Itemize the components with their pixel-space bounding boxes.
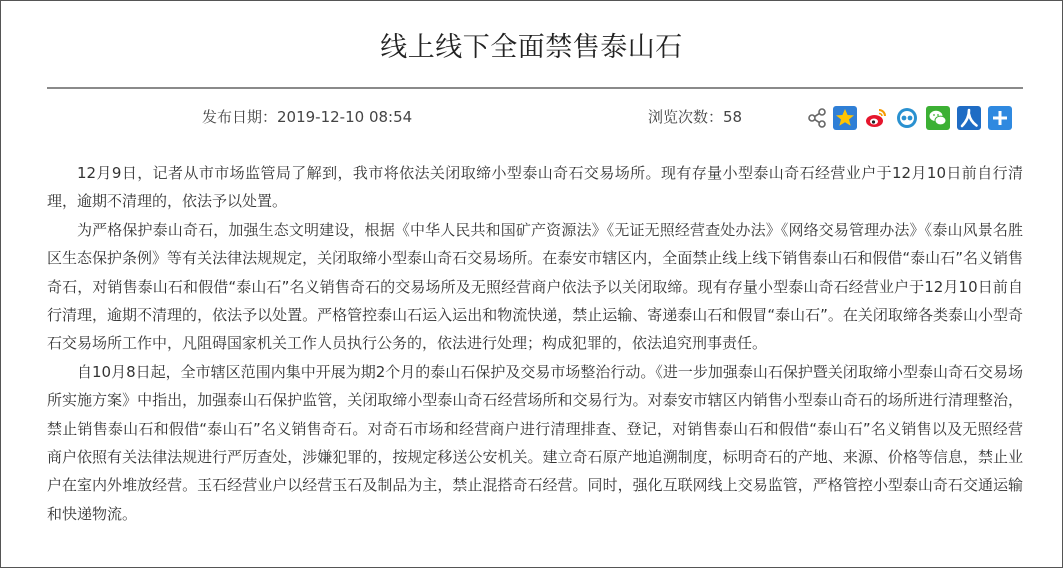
share-toolbar: [807, 105, 1019, 131]
article-paragraph: 12月9日，记者从市市场监管局了解到，我市将依法关闭取缔小型泰山奇石交易场所。现有存量小型泰山奇石经营业户于12月10日前自行清理，逾期不清理的，依法予以处置。: [47, 164, 1023, 211]
tencent-weibo-icon[interactable]: [895, 106, 919, 130]
article-paragraph: 自10月8日起，全市辖区范围内集中开展为期2个月的泰山石保护及交易市场整治行动。《进一步加强泰山石保护暨关闭取缔小型泰山奇石交易场所实施方案》中指出，加强泰山石保护监管，关闭取缔小型泰山奇石经营场所和交易行为。对泰安市辖区内销售小型泰山奇石的场所进行清理整治，禁止销售泰山石和假借“泰山石”名义销售奇石。对奇石市场和经营商户进行清理排查、登记，对销售泰山石和假借“泰山石”名义销售以及无照经营商户依照有关法律法规进行严厉查处，涉嫌犯罪的，按规定移送公安机关。建立奇石原产地追溯制度，标明奇石的产地、来源、价格等信息，禁止业户在室内外堆放经营。玉石经营业户以经营玉石及制品为主，禁止混搭奇石经营。同时，强化互联网线上交易监管，严格管控小型泰山奇石交通运输和快递物流。: [47, 362, 1023, 523]
article-paragraph: 为严格保护泰山奇石，加强生态文明建设，根据《中华人民共和国矿产资源法》《无证无照经营查处办法》《网络交易管理办法》《泰山风景名胜区生态保护条例》等有关法律法规规定，关闭取缔小型泰山奇石交易场所。在泰安市辖区内，全面禁止线上线下销售泰山石和假借“泰山石”名义销售奇石，对销售泰山石和假借“泰山石”名义销售奇石的交易场所及无照经营商户依法予以关闭取缔。现有存量小型泰山奇石经营业户于12月10日前自行清理，逾期不清理的，依法予以处置。严格管控泰山石运入运出和物流快递，禁止运输、寄递泰山石和假冒“泰山石”。在关闭取缔各类泰山小型奇石交易场所工作中，凡阻碍国家机关工作人员执行公务的，依法进行处理；构成犯罪的，依法追究刑事责任。: [47, 220, 1023, 353]
renren-icon[interactable]: [957, 106, 981, 130]
weibo-icon[interactable]: [864, 106, 888, 130]
wechat-icon[interactable]: [926, 106, 950, 130]
qzone-star-icon[interactable]: [833, 106, 857, 130]
article-body: [47, 159, 1023, 528]
title-divider: [47, 87, 1023, 89]
share-icon[interactable]: [807, 106, 829, 130]
view-count: 浏览次数：58: [648, 108, 743, 126]
more-plus-icon[interactable]: [988, 106, 1012, 130]
article-title: 线上线下全面禁售泰山石: [380, 32, 683, 63]
publish-date: 发布日期：2019-12-10 08:54: [202, 108, 413, 126]
